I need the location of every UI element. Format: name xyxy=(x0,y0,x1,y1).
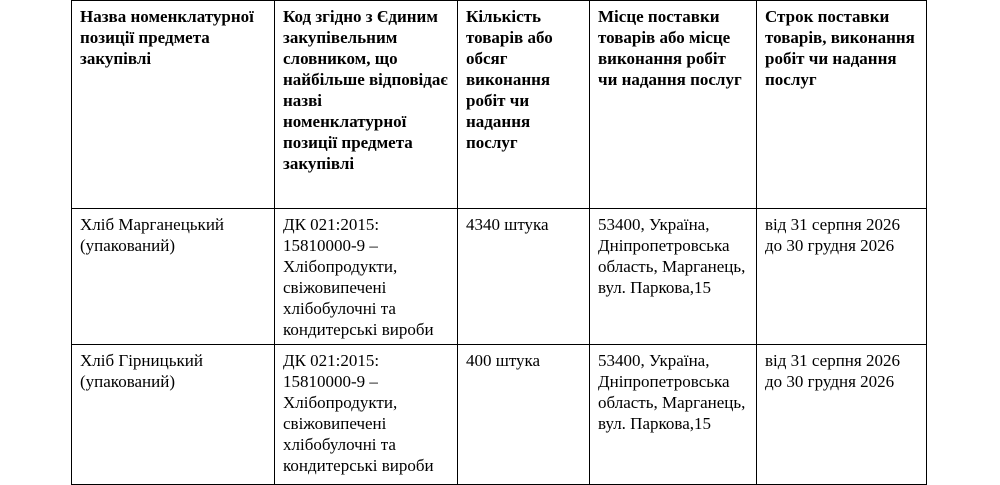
table-row xyxy=(72,345,927,485)
header-quantity: Кількість товарів або обсяг виконання робіт чи надання послуг xyxy=(458,1,590,209)
cell-delivery-place: 53400, Україна, Дніпропетровська область, Марганець, вул. Паркова,15 xyxy=(590,345,757,485)
header-item-name: Назва номенклатурної позиції предмета закупівлі xyxy=(72,1,275,209)
header-delivery-place: Місце поставки товарів або місце виконання робіт чи надання послуг xyxy=(590,1,757,209)
header-delivery-term: Строк поставки товарів, виконання робіт чи надання послуг xyxy=(757,1,927,209)
cell-quantity: 400 штука xyxy=(458,345,590,485)
cell-code: ДК 021:2015: 15810000-9 – Хлібопродукти, свіжовипечені хлібобулочні та кондитерські вироби xyxy=(275,209,458,345)
cell-delivery-term: від 31 серпня 2026 до 30 грудня 2026 xyxy=(757,345,927,485)
table-row xyxy=(72,209,927,345)
cell-delivery-place: 53400, Україна, Дніпропетровська область, Марганець, вул. Паркова,15 xyxy=(590,209,757,345)
header-code: Код згідно з Єдиним закупівельним словником, що найбільше відповідає назві номенклатурної позиції предмета закупівлі xyxy=(275,1,458,209)
table-header-row xyxy=(72,1,927,209)
procurement-table xyxy=(71,0,927,485)
cell-item-name: Хліб Гірницький (упакований) xyxy=(72,345,275,485)
cell-delivery-term: від 31 серпня 2026 до 30 грудня 2026 xyxy=(757,209,927,345)
cell-code: ДК 021:2015: 15810000-9 – Хлібопродукти, свіжовипечені хлібобулочні та кондитерські вироби xyxy=(275,345,458,485)
cell-item-name: Хліб Марганецький (упакований) xyxy=(72,209,275,345)
cell-quantity: 4340 штука xyxy=(458,209,590,345)
